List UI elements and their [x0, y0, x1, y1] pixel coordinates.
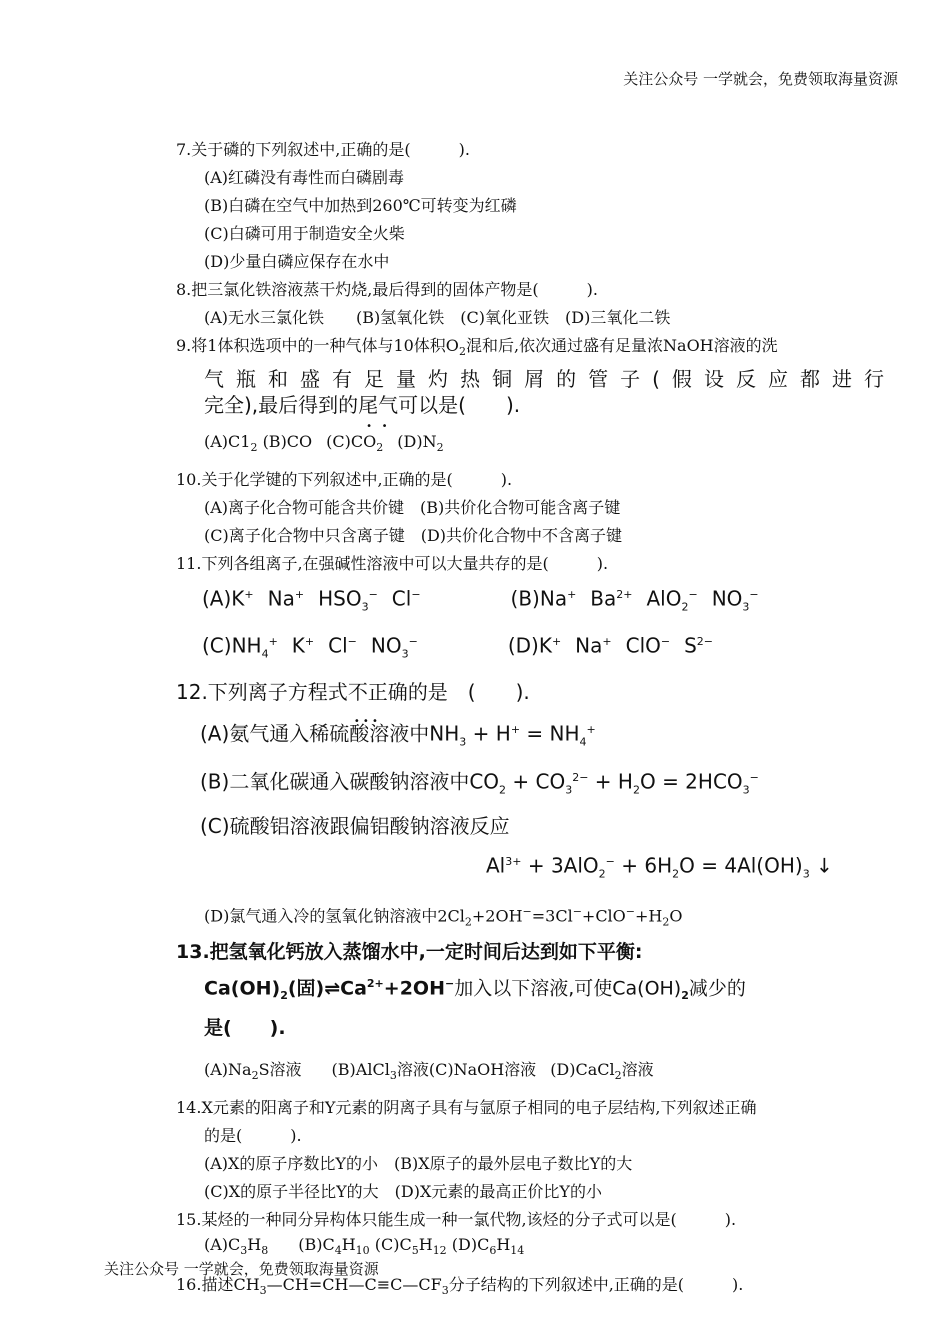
page-footer: 关注公众号 一学就会，免费领取海量资源: [104, 1260, 379, 1278]
q10-stem: 10.关于化学键的下列叙述中,正确的是( ).: [176, 470, 513, 490]
q15-options: $(A)C_3H_8$ $(B)C_4H_{10}$ $(C)C_5H_{12}$ $(D)C_6H_{14}$: [204, 1235, 525, 1258]
q12-option-a: (A)氨气通入稀硫酸溶液中$NH_3 + H^+ = NH_4^+$: [200, 721, 596, 749]
q14-options-ab: (A)X的原子序数比Y的小 (B)X原子的最外层电子数比Y的大: [204, 1154, 633, 1174]
q14-options-cd: (C)X的原子半径比Y的大 (D)X元素的最高正价比Y的小: [204, 1182, 602, 1202]
q8-options: (A)无水三氯化铁 (B)氢氧化铁 (C)氧化亚铁 (D)三氧化二铁: [204, 308, 671, 327]
q9-stem: 9.将1体积选项中的一种气体与10体积$O_2$混和后,依次通过盛有足量浓NaOH溶液的洗: [176, 336, 778, 359]
q9-line3: 完全),最后得到的尾气 • •可以是( ).: [204, 392, 896, 418]
q13-line2: $Ca(OH)_2$(固)$\rightleftharpoons Ca^{2+}+2OH^-$加入以下溶液,可使$Ca(OH)_2$减少的: [204, 977, 746, 1003]
q16-stem: 16.描述$CH_3—CH=CH—C\equiv C—CF_3$分子结构的下列叙述中,正确的是( ).: [176, 1274, 744, 1297]
q11-stem: 11.下列各组离子,在强碱性溶液中可以大量共存的是( ).: [176, 554, 609, 574]
q10-options-ab: (A)离子化合物可能含共价键 (B)共价化合物可能含离子键: [204, 498, 621, 518]
q11-options-ab: (A)K+ Na+ $HSO_3^-$ Cl− (B)Na+ $Ba^{2+}$ AlO$_2$− $NO_3^-$: [202, 587, 759, 615]
q14-stem: 14.X元素的阳离子和Y元素的阴离子具有与氩原子相同的电子层结构,下列叙述正确: [176, 1098, 757, 1118]
emphasis-dots: 尾气 • •: [358, 392, 398, 418]
q12-option-d: (D)氯气通入冷的氢氧化钠溶液中$2Cl_2+2OH^-=3Cl^-+ClO^-+H_2O$: [204, 904, 683, 929]
q13-line1: 13.把氢氧化钙放入蒸馏水中,一定时间后达到如下平衡:: [176, 941, 643, 964]
q10-options-cd: (C)离子化合物中只含离子键 (D)共价化合物中不含离子键: [204, 526, 623, 546]
q12-option-b: (B)二氧化碳通入碳酸钠溶液中$CO_2 + CO_3^{2-} + H_2O = 2HCO_3^-$: [200, 770, 759, 797]
q7-option-c: (C)白磷可用于制造安全火柴: [204, 224, 405, 243]
page-header: 关注公众号 一学就会，免费领取海量资源: [623, 70, 898, 88]
q11-options-cd: $(C)NH_4^+$ K+ Cl− $NO_3^-$ (D)K+ Na+ ClO− $S^{2-}$: [202, 633, 714, 661]
q7-option-b: (B)白磷在空气中加热到260℃可转变为红磷: [204, 196, 517, 215]
q7-option-a: (A)红磷没有毒性而白磷剧毒: [204, 168, 405, 187]
q13-options: $(A)Na_2S$溶液 (B)AlCl$_3$溶液(C)NaOH溶液 (D)CaCl$_2$溶液: [204, 1060, 654, 1083]
q9-options: $(A)C1_2$ (B)CO $(C)CO_2$ $(D)N_2$: [204, 432, 444, 455]
q9-line2: 气瓶和盛有足量灼热铜屑的管子(假设反应都进行: [204, 367, 884, 392]
question-page: [176, 136, 896, 1305]
q13-line3: 是( ).: [204, 1017, 286, 1040]
q15-stem: 15.某烃的一种同分异构体只能生成一种一氯代物,该烃的分子式可以是( ).: [176, 1210, 737, 1230]
q7-stem: 7.关于磷的下列叙述中,正确的是( ).: [176, 140, 470, 159]
q8-stem: 8.把三氯化铁溶液蒸干灼烧,最后得到的固体产物是( ).: [176, 280, 598, 299]
q7-option-d: (D)少量白磷应保存在水中: [204, 252, 390, 271]
q12-option-c-equation: $Al^{3+} + 3AlO_2^- + 6H_2O = 4Al(OH)_3$ ↓: [486, 853, 833, 881]
q12-option-c: (C)硫酸铝溶液跟偏铝酸钠溶液反应: [200, 814, 510, 838]
q12-stem: 12.下列离子方程式不正确 • • •的是 ( ).: [176, 672, 896, 712]
q14-stem-cont: 的是( ).: [204, 1126, 302, 1146]
emphasis-dots: 不正确 • • •: [348, 680, 408, 704]
